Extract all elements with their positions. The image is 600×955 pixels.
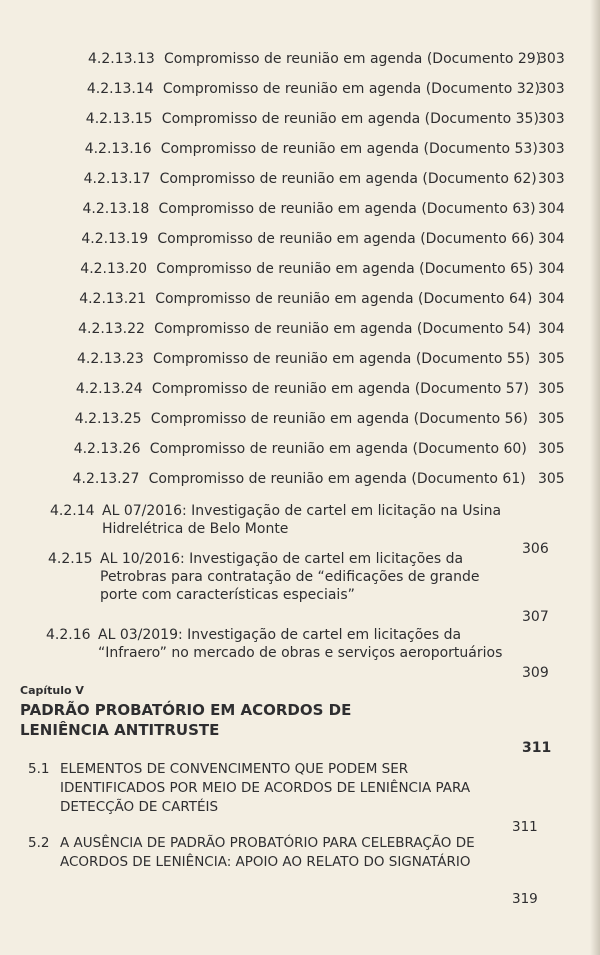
entry-number: 4.2.13.16 xyxy=(84,141,152,157)
entry-title: Compromisso de reunião em agenda (Documento 66) xyxy=(157,231,535,247)
section-number: 4.2.14 xyxy=(50,503,95,519)
entry-number: 4.2.13.26 xyxy=(73,441,141,457)
toc-subsection xyxy=(28,834,548,908)
toc-subsection xyxy=(28,760,548,836)
entry-title: Compromisso de reunião em agenda (Documento 32) xyxy=(162,81,540,97)
entry-number: 4.2.13.24 xyxy=(75,381,143,397)
entry-title: Compromisso de reunião em agenda (Documento 65) xyxy=(156,261,534,277)
entry-number: 4.2.13.14 xyxy=(86,81,154,97)
subsection-number: 5.2 xyxy=(28,835,50,851)
section-title: AL 07/2016: Investigação de cartel em licitação na Usina Hidrelétrica de Belo Monte xyxy=(102,503,502,537)
subsection-number: 5.1 xyxy=(28,761,50,777)
section-number: 4.2.15 xyxy=(48,551,93,567)
entry-page-number: 303 xyxy=(537,141,565,157)
entry-page-number: 303 xyxy=(537,171,565,187)
section-title: AL 03/2019: Investigação de cartel em licitações da “Infraero” no mercado de obras e serviços aeroportuários xyxy=(98,627,503,661)
entry-title: Compromisso de reunião em agenda (Documento 64) xyxy=(155,291,533,307)
chapter-title: PADRÃO PROBATÓRIO EM ACORDOS DE LENIÊNCIA ANTITRUSTE xyxy=(20,701,352,739)
section-page-number: 307 xyxy=(522,609,549,625)
entry-page-number: 303 xyxy=(538,51,565,67)
entry-page-number: 305 xyxy=(538,351,565,367)
toc-section xyxy=(46,626,549,682)
entry-title: Compromisso de reunião em agenda (Documento 29) xyxy=(164,51,542,67)
entry-page-number: 304 xyxy=(537,291,565,307)
entry-number: 4.2.13.21 xyxy=(79,291,146,307)
entry-page-number: 304 xyxy=(537,321,565,337)
entry-page-number: 304 xyxy=(538,201,565,217)
entry-title: Compromisso de reunião em agenda (Documento 63) xyxy=(158,201,536,217)
section-title: AL 10/2016: Investigação de cartel em licitações da Petrobras para contratação de “edificações de grande porte com características especiais” xyxy=(100,551,480,603)
section-page-number: 306 xyxy=(522,541,549,557)
entry-number: 4.2.13.15 xyxy=(85,111,153,127)
entry-page-number: 305 xyxy=(537,441,565,457)
toc-section xyxy=(48,550,548,626)
entry-number: 4.2.13.13 xyxy=(88,51,155,67)
entry-number: 4.2.13.25 xyxy=(74,411,142,427)
chapter-label: Capítulo V xyxy=(20,684,84,697)
entry-number: 4.2.13.22 xyxy=(78,321,145,337)
entry-page-number: 303 xyxy=(537,81,565,97)
entry-title: Compromisso de reunião em agenda (Documento 57) xyxy=(151,381,529,397)
entry-title: Compromisso de reunião em agenda (Documento 60) xyxy=(149,441,527,457)
entry-page-number: 304 xyxy=(537,231,565,247)
entry-page-number: 305 xyxy=(537,381,565,397)
section-number: 4.2.16 xyxy=(46,627,91,643)
entry-title: Compromisso de reunião em agenda (Documento 61) xyxy=(148,471,526,487)
subsection-title: ELEMENTOS DE CONVENCIMENTO QUE PODEM SER IDENTIFICADOS POR MEIO DE ACORDOS DE LENIÊNCIA PARA DETECÇÃO DE CARTÉIS xyxy=(60,761,471,815)
section-page-number: 309 xyxy=(522,665,549,681)
entry-page-number: 305 xyxy=(537,411,565,427)
chapter-page-number: 311 xyxy=(522,740,552,756)
page-edge-shadow xyxy=(590,0,600,955)
entry-title: Compromisso de reunião em agenda (Documento 56) xyxy=(150,411,528,427)
entry-page-number: 305 xyxy=(537,471,565,487)
entry-title: Compromisso de reunião em agenda (Documento 62) xyxy=(159,171,537,187)
entry-page-number: 304 xyxy=(537,261,565,277)
subsection-page-number: 311 xyxy=(512,819,538,835)
entry-title: Compromisso de reunião em agenda (Documento 35) xyxy=(161,111,539,127)
entry-title: Compromisso de reunião em agenda (Documento 54) xyxy=(154,321,532,337)
subsection-title: A AUSÊNCIA DE PADRÃO PROBATÓRIO PARA CELEBRAÇÃO DE ACORDOS DE LENIÊNCIA: APOIO AO RELATO DO SIGNATÁRIO xyxy=(60,835,475,870)
entry-number: 4.2.13.27 xyxy=(72,471,140,487)
entry-number: 4.2.13.19 xyxy=(81,231,149,247)
entry-number: 4.2.13.23 xyxy=(77,351,144,367)
entry-number: 4.2.13.18 xyxy=(82,201,150,217)
entry-number: 4.2.13.17 xyxy=(83,171,151,187)
entry-title: Compromisso de reunião em agenda (Documento 55) xyxy=(153,351,531,367)
subsection-page-number: 319 xyxy=(512,891,538,907)
entry-title: Compromisso de reunião em agenda (Documento 53) xyxy=(160,141,538,157)
entry-number: 4.2.13.20 xyxy=(80,261,148,277)
entry-page-number: 303 xyxy=(537,111,565,127)
